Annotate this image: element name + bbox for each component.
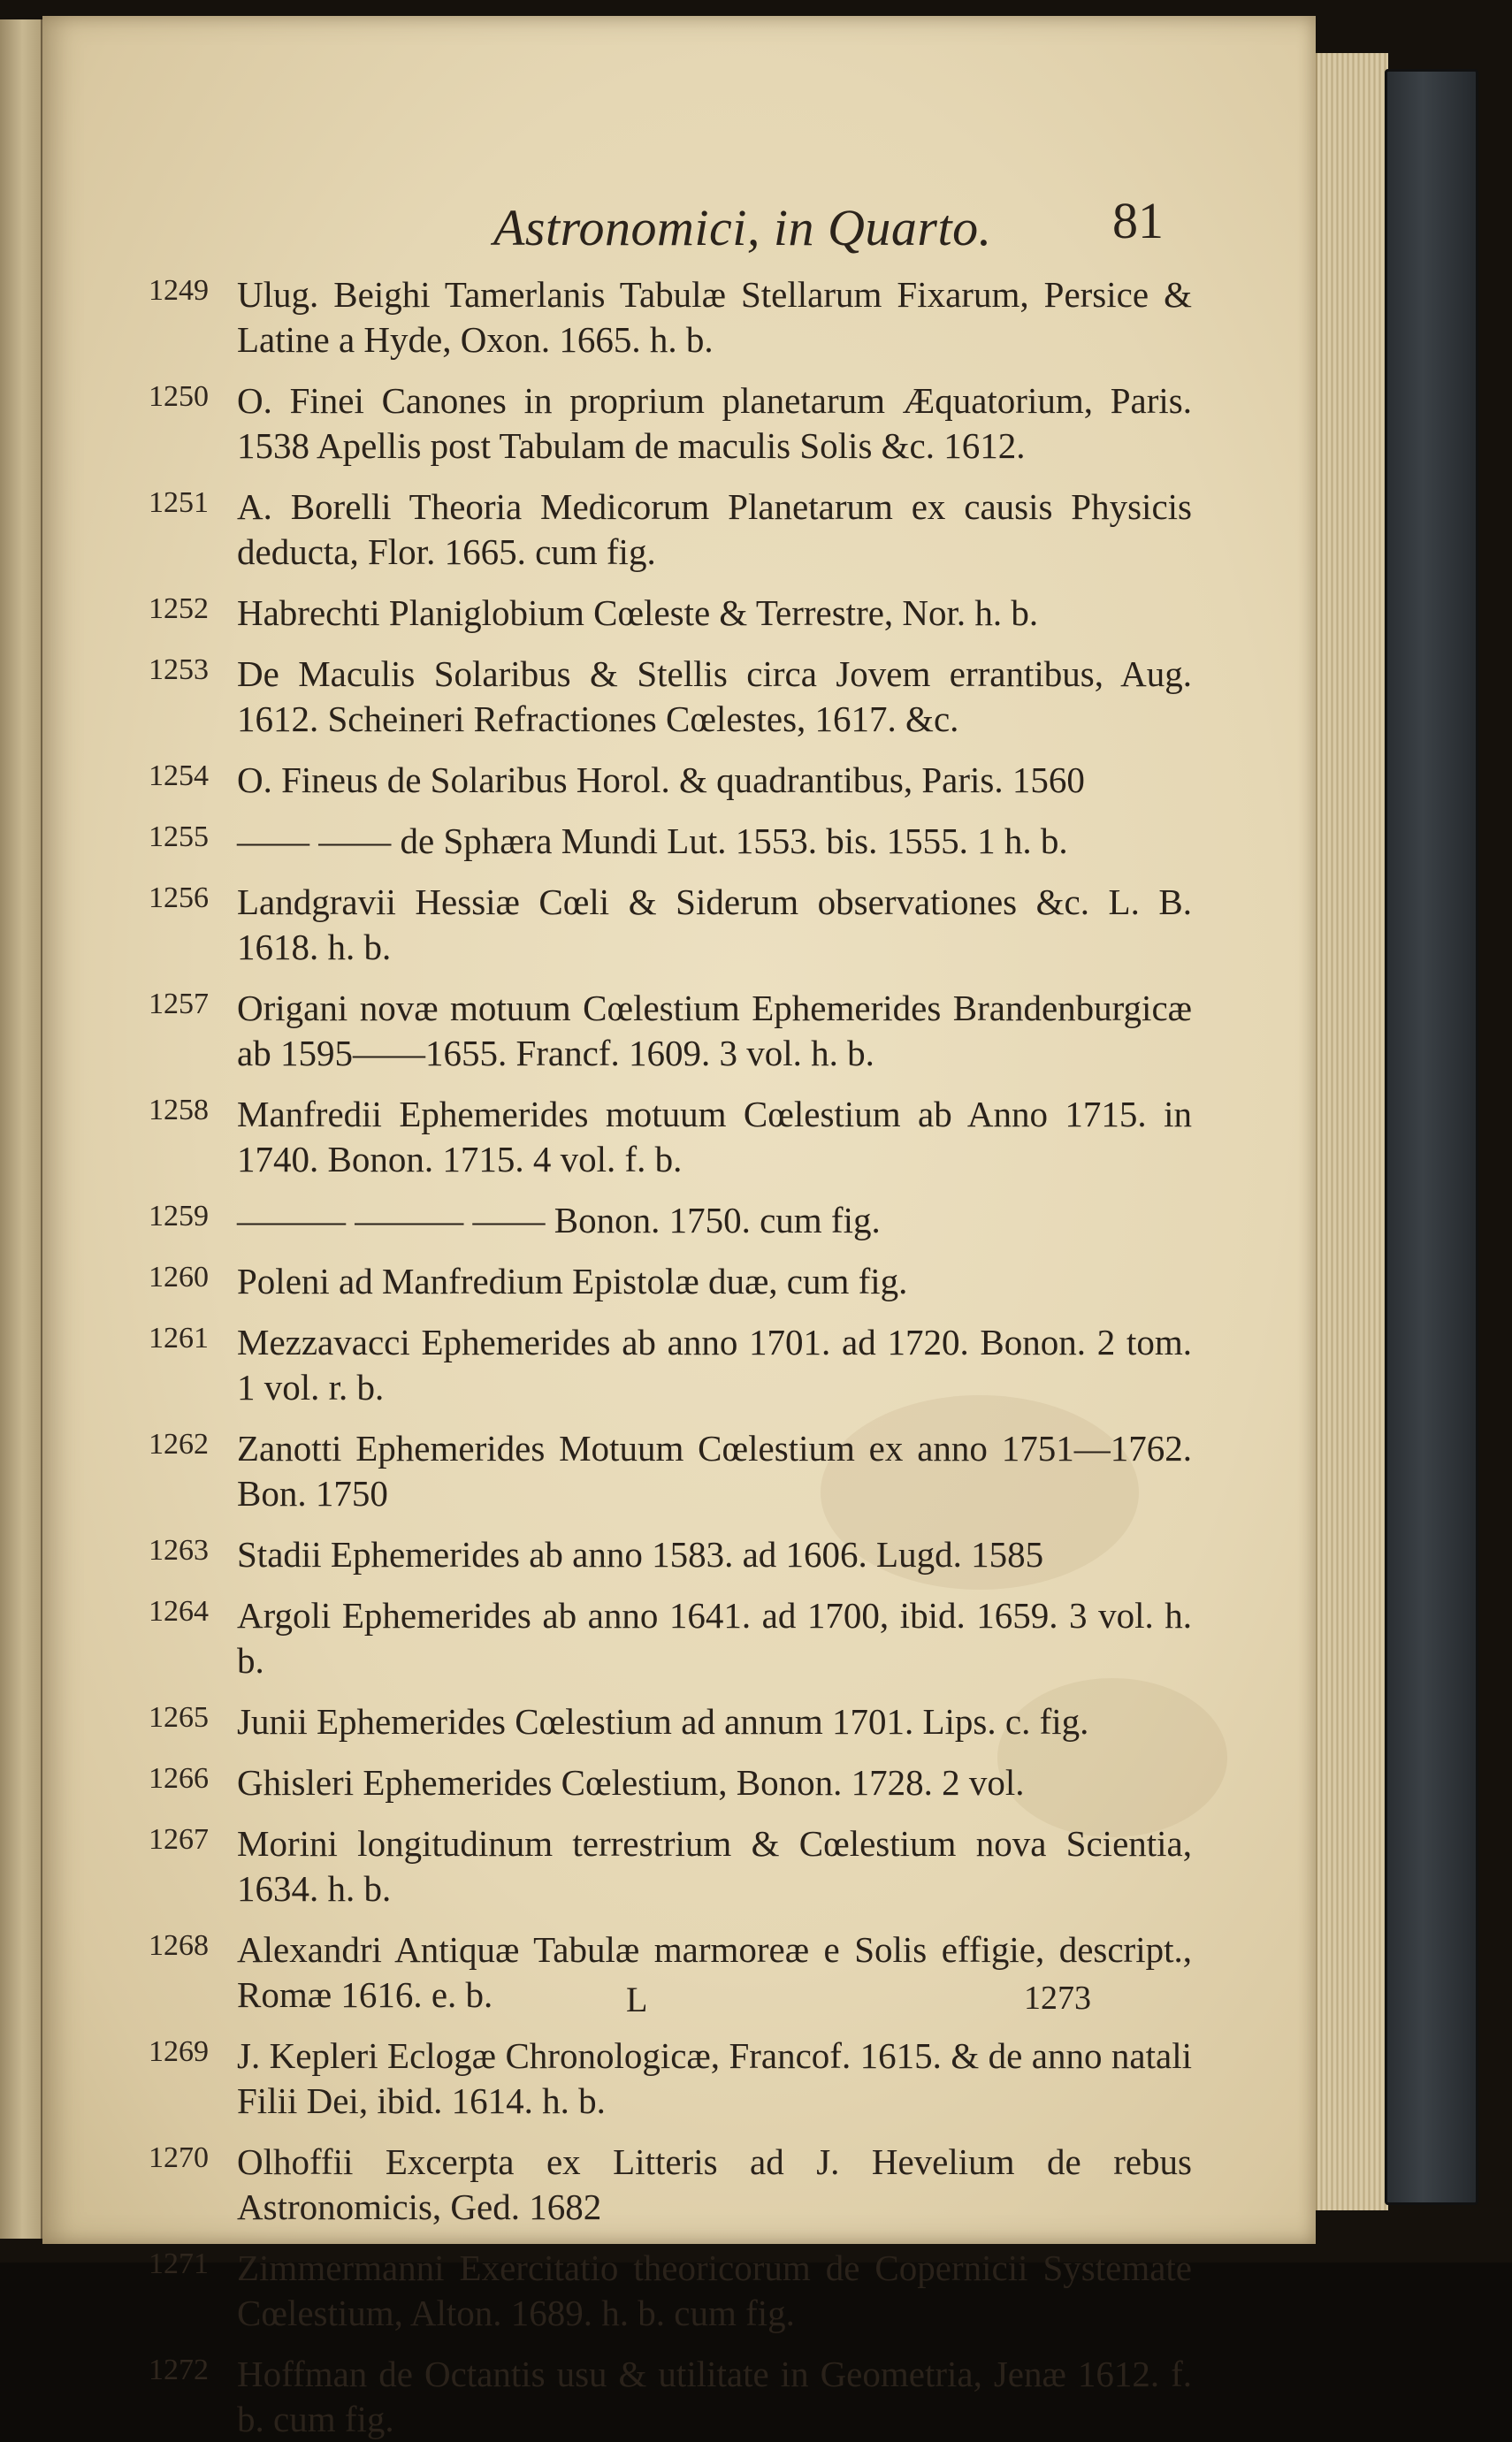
entry-text: Mezzavacci Ephemerides ab anno 1701. ad 1720. Bonon. 2 tom. 1 vol. r. b. <box>237 1322 1192 1408</box>
catalogue-entry <box>149 986 1192 1076</box>
book-page <box>42 16 1316 2439</box>
catalogue-entry <box>149 652 1192 742</box>
catalogue-entry <box>149 1699 1192 1744</box>
entry-number: 1251 <box>149 486 209 519</box>
entry-text: J. Kepleri Eclogæ Chronologicæ, Francof. 1615. & de anno natali Filii Dei, ibid. 1614. h. b. <box>237 2035 1192 2121</box>
entry-text: Habrechti Planiglobium Cœleste & Terrestre, Nor. h. b. <box>237 592 1039 633</box>
catalogue-entry <box>149 1320 1192 1410</box>
entry-number: 1268 <box>149 1929 209 1962</box>
entry-text: Poleni ad Manfredium Epistolæ duæ, cum fig. <box>237 1261 908 1301</box>
catalogue-entry <box>149 378 1192 469</box>
entry-text: Ulug. Beighi Tamerlanis Tabulæ Stellarum Fixarum, Persice & Latine a Hyde, Oxon. 1665. h. b. <box>237 274 1192 360</box>
catalogue-entry <box>149 1593 1192 1683</box>
entry-text: Olhoffii Excerpta ex Litteris ad J. Hevelium de rebus Astronomicis, Ged. 1682 <box>237 2141 1192 2227</box>
entry-number: 1264 <box>149 1595 209 1628</box>
entry-number: 1271 <box>149 2247 209 2280</box>
entry-text: —— —— de Sphæra Mundi Lut. 1553. bis. 1555. 1 h. b. <box>237 820 1068 861</box>
catchword: 1273 <box>1024 1980 1091 2017</box>
entry-number: 1270 <box>149 2141 209 2174</box>
catalogue-entry <box>149 2034 1192 2124</box>
entry-number: 1249 <box>149 274 209 307</box>
page-number: 81 <box>1112 192 1164 249</box>
entry-text: ——— ——— —— Bonon. 1750. cum fig. <box>237 1200 881 1240</box>
entry-number: 1267 <box>149 1823 209 1856</box>
catalogue-entries <box>149 272 1192 2442</box>
entry-text: De Maculis Solaribus & Stellis circa Jovem errantibus, Aug. 1612. Scheineri Refractiones Cœlestes, 1617. &c. <box>237 653 1192 739</box>
book-cover <box>1385 69 1478 2205</box>
entry-number: 1262 <box>149 1428 209 1461</box>
entry-text: Zanotti Ephemerides Motuum Cœlestium ex anno 1751—1762. Bon. 1750 <box>237 1428 1192 1514</box>
entry-number: 1252 <box>149 592 209 625</box>
catalogue-entry <box>149 758 1192 803</box>
entry-number: 1255 <box>149 820 209 853</box>
entry-number: 1254 <box>149 759 209 792</box>
page-block-edges <box>1316 53 1388 2210</box>
entry-text: Hoffman de Octantis usu & utilitate in Geometria, Jenæ 1612. f. b. cum fig. <box>237 2354 1192 2439</box>
entry-number: 1263 <box>149 1534 209 1567</box>
entry-text: O. Finei Canones in proprium planetarum Æquatorium, Paris. 1538 Apellis post Tabulam de maculis Solis &c. 1612. <box>237 380 1192 466</box>
catalogue-entry <box>149 272 1192 362</box>
entry-number: 1257 <box>149 988 209 1020</box>
catalogue-entry <box>149 1532 1192 1577</box>
facing-page-edge <box>0 19 42 2239</box>
entry-text: O. Fineus de Solaribus Horol. & quadrantibus, Paris. 1560 <box>237 759 1085 800</box>
entry-text: Junii Ephemerides Cœlestium ad annum 1701. Lips. c. fig. <box>237 1701 1089 1742</box>
entry-text: Origani novæ motuum Cœlestium Ephemerides Brandenburgicæ ab 1595——1655. Francf. 1609. 3 vol. h. b. <box>237 988 1192 1073</box>
entry-number: 1266 <box>149 1762 209 1795</box>
entry-number: 1265 <box>149 1701 209 1734</box>
entry-text: Alexandri Antiquæ Tabulæ marmoreæ e Solis effigie, descript., Romæ 1616. e. b. <box>237 1929 1192 2015</box>
catalogue-entry <box>149 1760 1192 1805</box>
catalogue-entry <box>149 485 1192 575</box>
entry-text: A. Borelli Theoria Medicorum Planetarum ex causis Physicis deducta, Flor. 1665. cum fig. <box>237 486 1192 572</box>
entry-number: 1269 <box>149 2035 209 2068</box>
entry-text: Zimmermanni Exercitatio theoricorum de Copernicii Systemate Cœlestium, Alton. 1689. h. b. cum fig. <box>237 2247 1192 2333</box>
entry-text: Manfredii Ephemerides motuum Cœlestium ab Anno 1715. in 1740. Bonon. 1715. 4 vol. f. b. <box>237 1094 1192 1179</box>
catalogue-entry <box>149 591 1192 636</box>
catalogue-entry <box>149 1259 1192 1304</box>
entry-number: 1250 <box>149 380 209 413</box>
entry-number: 1256 <box>149 881 209 914</box>
catalogue-entry <box>149 1821 1192 1912</box>
catalogue-entry <box>149 2352 1192 2442</box>
entry-number: 1261 <box>149 1322 209 1355</box>
signature-mark: L <box>626 1980 648 2019</box>
entry-text: Morini longitudinum terrestrium & Cœlestium nova Scientia, 1634. h. b. <box>237 1823 1192 1909</box>
catalogue-entry <box>149 1198 1192 1243</box>
running-title: Astronomici, in Quarto. <box>493 199 992 256</box>
entry-text: Ghisleri Ephemerides Cœlestium, Bonon. 1728. 2 vol. <box>237 1762 1025 1803</box>
entry-text: Argoli Ephemerides ab anno 1641. ad 1700, ibid. 1659. 3 vol. h. b. <box>237 1595 1192 1681</box>
entry-text: Landgravii Hessiæ Cœli & Siderum observationes &c. L. B. 1618. h. b. <box>237 881 1192 967</box>
page-header <box>431 192 1227 269</box>
entry-number: 1258 <box>149 1094 209 1126</box>
catalogue-entry <box>149 1426 1192 1516</box>
entry-text: Stadii Ephemerides ab anno 1583. ad 1606. Lugd. 1585 <box>237 1534 1044 1575</box>
catalogue-entry <box>149 880 1192 970</box>
catalogue-entry <box>149 1092 1192 1182</box>
entry-number: 1272 <box>149 2354 209 2386</box>
catalogue-entry <box>149 2246 1192 2336</box>
catalogue-entry <box>149 819 1192 864</box>
entry-number: 1260 <box>149 1261 209 1293</box>
catalogue-entry <box>149 2140 1192 2230</box>
entry-number: 1259 <box>149 1200 209 1232</box>
entry-number: 1253 <box>149 653 209 686</box>
